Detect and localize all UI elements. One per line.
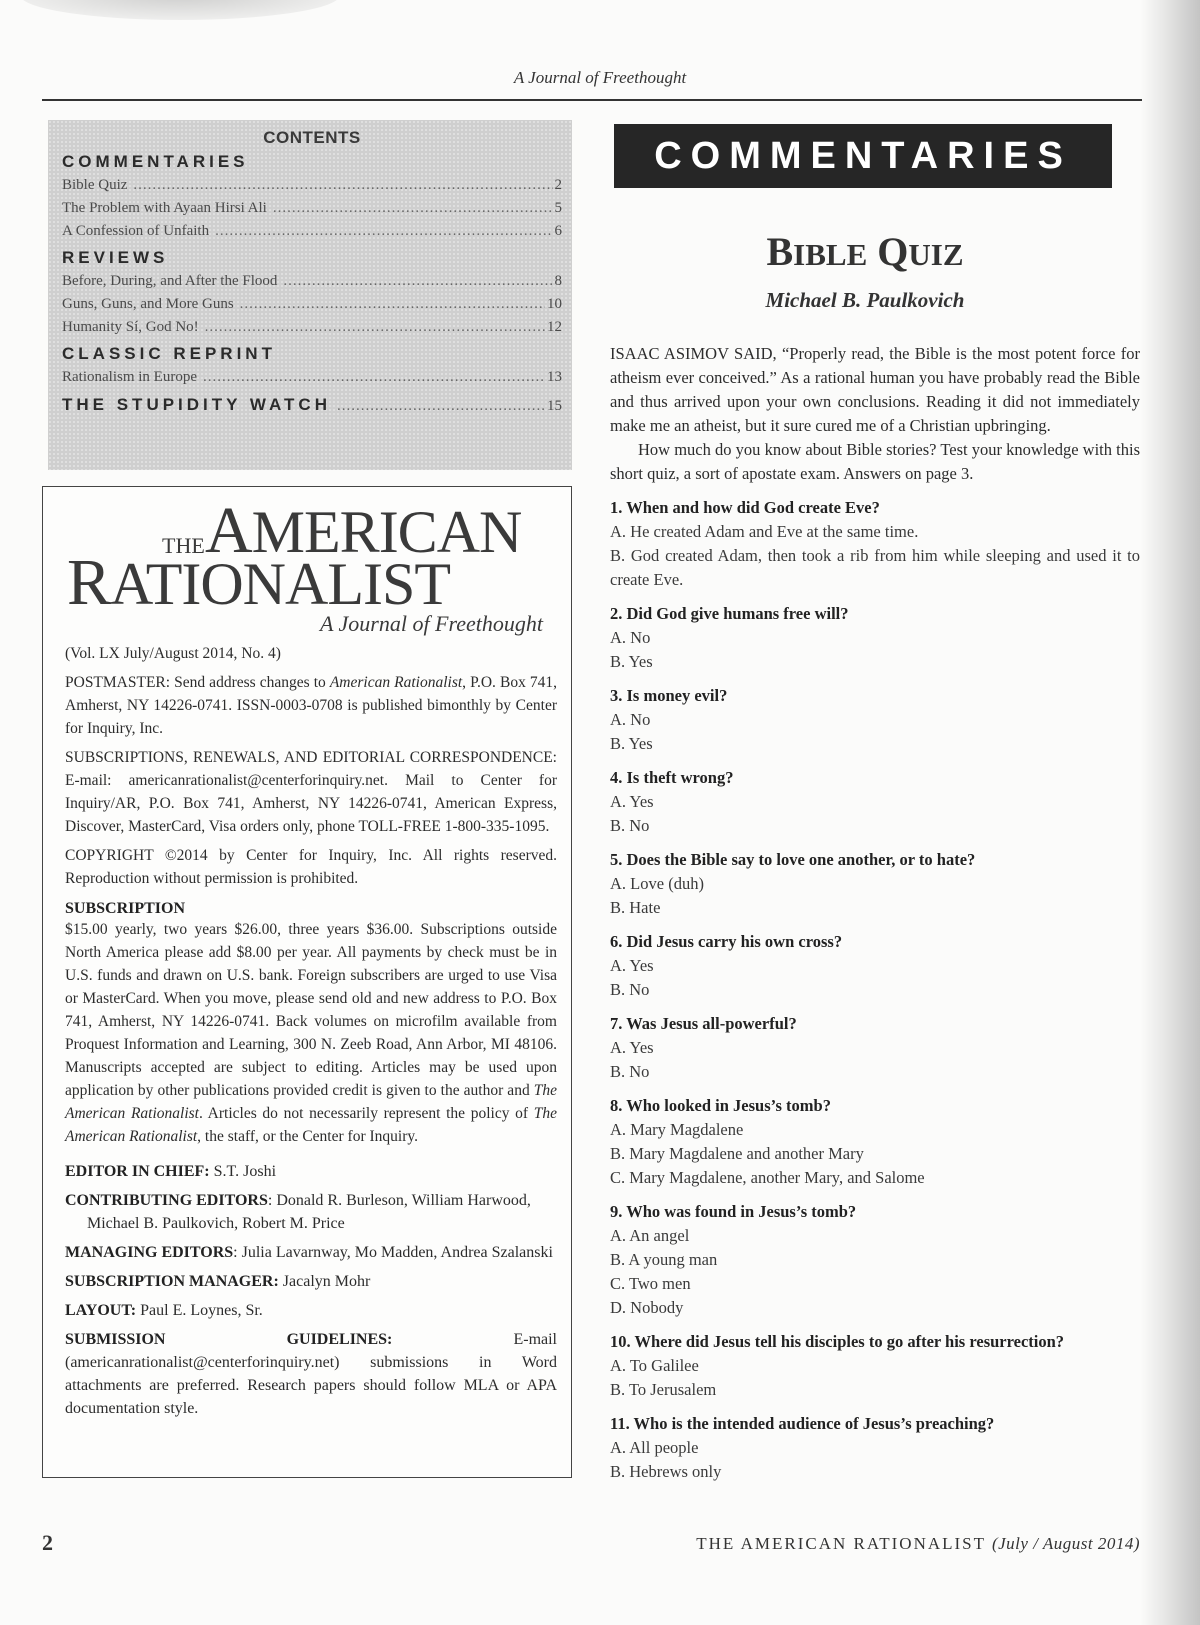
logo-word: MERICAN [251, 499, 522, 565]
quiz-question [610, 848, 1140, 920]
toc-entry[interactable] [62, 366, 562, 389]
answer-option: A. No [610, 710, 651, 729]
italic-title: The American Rationalist [65, 1105, 558, 1145]
contents-sections [62, 150, 562, 389]
staff-list [65, 1160, 557, 1420]
leader-dots [133, 174, 552, 197]
toc-entry[interactable] [62, 174, 562, 197]
toc-section-heading: THE STUPIDITY WATCH [62, 395, 331, 414]
toc-page: 10 [547, 296, 562, 312]
answer-option: A. Yes [610, 956, 654, 975]
answer-option: D. Nobody [610, 1298, 684, 1317]
toc-section-heading: CLASSIC REPRINT [62, 344, 276, 363]
subscription-text [65, 918, 557, 1148]
answer-option: B. No [610, 1062, 650, 1081]
answer-option: A. To Galilee [610, 1356, 699, 1375]
toc-section-heading: REVIEWS [62, 248, 169, 267]
quiz-question [610, 1094, 1140, 1190]
staff-value: : Donald R. Burleson, William Harwood, Michael B. Paulkovich, Robert M. Price [87, 1192, 531, 1232]
header-rule [42, 99, 1142, 101]
scan-smudge [20, 0, 340, 20]
contents-box [48, 120, 572, 470]
volume-info: (Vol. LX July/August 2014, No. 4) [65, 645, 281, 662]
answer-option: B. Hate [610, 898, 661, 917]
author-byline: Michael B. Paulkovich [765, 288, 965, 312]
question-text: 10. Where did Jesus tell his disciples to go after his resurrection? [610, 1332, 1065, 1351]
subscriptions-contact: SUBSCRIPTIONS, RENEWALS, AND EDITORIAL CORRESPONDENCE: E-mail: americanrationalist@centerforinquiry.net. Mail to Center for Inquiry/AR, P.O. Box 741, Amherst, NY 14226-0741, American Express, Discover, MasterCard, Visa orders only, phone TOLL-FREE 1-800-335-1095. [65, 749, 557, 835]
answer-option: A. Yes [610, 1038, 654, 1057]
leader-dots [203, 366, 545, 389]
toc-entry[interactable] [62, 270, 562, 293]
question-text: 8. Who looked in Jesus’s tomb? [610, 1096, 831, 1115]
text: $15.00 yearly, two years $26.00, three years $36.00. Subscriptions outside North America please add $8.00 per year. All payments by check must be in U.S. funds and drawn on U.S. bank. Foreign subscribers are urged to use Visa or MasterCard. When you move, please send old and new address to P.O. Box 741, Amherst, NY 14226-0741. Back volumes on microfilm available from Proquest Information and Learning, 300 N. Zeeb Road, Ann Arbor, MI 48106. Manuscripts accepted are subject to editing. Articles may be used upon application by other publications provided credit is given to the author and [65, 921, 557, 1099]
staff-entry [65, 1241, 557, 1264]
question-text: 3. Is money evil? [610, 686, 728, 705]
toc-page: 13 [547, 369, 562, 385]
publication-logo [65, 494, 557, 636]
question-text: 9. Who was found in Jesus’s tomb? [610, 1202, 857, 1221]
question-text: 5. Does the Bible say to love one another, or to hate? [610, 850, 976, 869]
answer-option: A. An angel [610, 1226, 690, 1245]
quiz-question [610, 496, 1140, 592]
section-banner: COMMENTARIES [614, 124, 1112, 188]
toc-page: 8 [554, 273, 562, 289]
leader-dots [240, 293, 545, 316]
leader-dots [273, 197, 553, 220]
staff-entry [65, 1270, 557, 1293]
answer-option: A. He created Adam and Eve at the same time. [610, 522, 919, 541]
article-title [590, 228, 1140, 275]
answer-option: B. No [610, 980, 650, 999]
text: POSTMASTER: Send address changes to [65, 674, 330, 691]
question-text: 6. Did Jesus carry his own cross? [610, 932, 843, 951]
italic-title: American Rationalist [329, 674, 463, 691]
answer-option: A. Mary Magdalene [610, 1120, 744, 1139]
answer-option: B. Yes [610, 652, 653, 671]
toc-page: 2 [554, 177, 562, 193]
leader-dots [205, 316, 545, 339]
copyright: COPYRIGHT ©2014 by Center for Inquiry, Inc. All rights reserved. Reproduction without permission is prohibited. [65, 847, 557, 887]
text: , the staff, or the Center for Inquiry. [197, 1128, 418, 1145]
staff-value: Jacalyn Mohr [278, 1273, 371, 1290]
answer-option: B. A young man [610, 1250, 718, 1269]
staff-entry [65, 1299, 557, 1322]
toc-entry[interactable] [62, 316, 562, 339]
toc-page: 15 [547, 398, 562, 414]
page-edge-shadow [1140, 0, 1200, 1625]
article-body [610, 342, 1140, 1484]
title-smallcaps: IBLE [793, 237, 868, 272]
toc-section-heading: COMMENTARIES [62, 152, 249, 171]
logo-rationalist [67, 546, 450, 619]
question-text: 1. When and how did God create Eve? [610, 498, 880, 517]
staff-entry [65, 1189, 557, 1235]
text: . Articles do not necessarily represent the policy of [198, 1105, 534, 1122]
toc-entry[interactable] [62, 293, 562, 316]
footer-publication [696, 1534, 1140, 1554]
answer-option: B. Hebrews only [610, 1462, 722, 1481]
toc-title: Humanity Sí, God No! [62, 319, 199, 335]
staff-label: SUBMISSION GUIDELINES: [65, 1331, 393, 1348]
running-head: A Journal of Freethought [513, 68, 687, 87]
quiz-question [610, 1330, 1140, 1402]
quiz-question [610, 766, 1140, 838]
logo-word: ATIONALIST [110, 551, 450, 617]
italic-title: The American Rationalist [65, 1082, 557, 1122]
staff-label: CONTRIBUTING EDITORS [65, 1192, 268, 1209]
leader-dots [283, 270, 552, 293]
staff-value: S.T. Joshi [209, 1163, 277, 1180]
toc-entry[interactable] [62, 197, 562, 220]
staff-value: : Julia Lavarnway, Mo Madden, Andrea Szalanski [233, 1244, 553, 1261]
answer-option: A. All people [610, 1438, 699, 1457]
answer-option: B. No [610, 816, 650, 835]
question-text: 7. Was Jesus all-powerful? [610, 1014, 797, 1033]
quiz-question [610, 684, 1140, 756]
footer-title: THE AMERICAN RATIONALIST [696, 1534, 992, 1553]
logo-tagline: A Journal of Freethought [319, 611, 543, 636]
staff-entry [65, 1328, 557, 1420]
quiz-question [610, 930, 1140, 1002]
page-number: 2 [42, 1530, 53, 1555]
title-initial: Q [877, 229, 909, 274]
answer-option: A. Yes [610, 792, 654, 811]
staff-value: Paul E. Loynes, Sr. [136, 1302, 263, 1319]
masthead-box [42, 486, 572, 1478]
staff-label: EDITOR IN CHIEF: [65, 1163, 210, 1180]
toc-title: Rationalism in Europe [62, 369, 197, 385]
answer-option: B. God created Adam, then took a rib from him while sleeping and used it to create Eve. [610, 546, 1140, 589]
answer-option: A. Love (duh) [610, 874, 704, 893]
quiz-questions [610, 496, 1140, 1484]
staff-entry [65, 1160, 557, 1183]
quiz-question [610, 602, 1140, 674]
quiz-question [610, 1200, 1140, 1320]
toc-title: A Confession of Unfaith [62, 223, 210, 239]
footer-issue: (July / August 2014) [991, 1534, 1140, 1553]
answer-option: A. No [610, 628, 651, 647]
question-text: 2. Did God give humans free will? [610, 604, 849, 623]
leader-dots [337, 398, 545, 415]
answer-option: C. Two men [610, 1274, 691, 1293]
toc-entry-stupidity-watch[interactable] [62, 393, 562, 417]
postmaster-info [65, 671, 557, 740]
subscription-heading: SUBSCRIPTION [65, 900, 186, 917]
logo-initial: R [67, 546, 111, 619]
answer-option: C. Mary Magdalene, another Mary, and Salome [610, 1168, 925, 1187]
question-text: 11. Who is the intended audience of Jesus’s preaching? [610, 1414, 995, 1433]
toc-title: Before, During, and After the Flood [62, 273, 278, 289]
question-text: 4. Is theft wrong? [610, 768, 734, 787]
toc-title: Bible Quiz [62, 177, 128, 193]
staff-label: LAYOUT: [65, 1302, 137, 1319]
contents-title: CONTENTS [263, 128, 361, 147]
leader-dots [215, 220, 552, 243]
intro-paragraph: ISAAC ASIMOV SAID, “Properly read, the Bible is the most potent force for atheism ever conceived.” As a rational human you have probably read the Bible and thus arrived upon your own conclusions. Reading it did not immediately make me an atheist, but it sure cured me of a Christian upbringing. [610, 344, 1140, 435]
toc-entry[interactable] [62, 220, 562, 243]
answer-option: B. Mary Magdalene and another Mary [610, 1144, 864, 1163]
toc-page: 5 [554, 200, 562, 216]
quiz-question [610, 1012, 1140, 1084]
answer-option: B. Yes [610, 734, 653, 753]
logo-the: THE [162, 533, 205, 558]
text: , P.O. Box 741, Amherst, NY 14226-0741. ISSN-0003-0708 is published bimonthly by Center for Inquiry, Inc. [65, 674, 557, 737]
staff-label: SUBSCRIPTION MANAGER: [65, 1273, 279, 1290]
toc-title: Guns, Guns, and More Guns [62, 296, 234, 312]
logo-initial: A [205, 494, 252, 567]
toc-title: The Problem with Ayaan Hirsi Ali [62, 200, 267, 216]
title-smallcaps: UIZ [908, 237, 964, 272]
intro-paragraph: How much do you know about Bible stories? Test your knowledge with this short quiz, a sort of apostate exam. Answers on page 3. [610, 440, 1140, 483]
quiz-question [610, 1412, 1140, 1484]
toc-page: 6 [554, 223, 562, 239]
title-initial: B [766, 229, 794, 274]
toc-page: 12 [547, 319, 562, 335]
staff-label: MANAGING EDITORS [65, 1244, 234, 1261]
staff-value: E-mail (americanrationalist@centerforinquiry.net) submissions in Word attachments are preferred. Research papers should follow MLA or APA documentation style. [65, 1331, 557, 1417]
answer-option: B. To Jerusalem [610, 1380, 717, 1399]
